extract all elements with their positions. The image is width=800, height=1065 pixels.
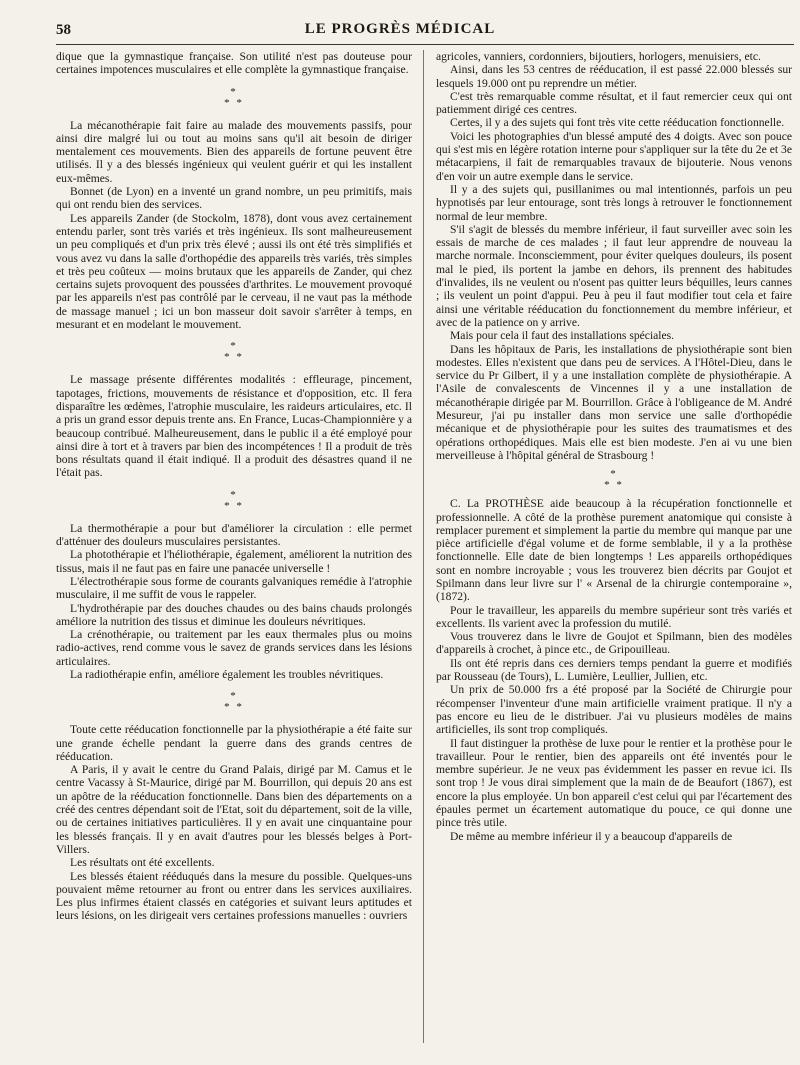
paragraph: Pour le travailleur, les appareils du membre supérieur sont très variés et excellents. Ils varient avec la profession du mutilé. [436,603,792,630]
left-column [56,50,412,923]
paragraph: C'est très remarquable comme résultat, et il faut remercier ceux qui ont patiemment dirigé ces centres. [436,89,792,117]
paragraph: Mais pour cela il faut des installations spéciales. [450,329,675,343]
paragraph: Ils ont été repris dans ces derniers temps pendant la guerre et modifiés par Rousseau (de Tours), L. Lumière, Leullier, Jullien, etc. [436,656,792,684]
section-separator: * * * [224,340,244,364]
right-column [436,50,792,843]
paragraph: agricoles, vanniers, cordonniers, bijoutiers, horlogers, menuisiers, etc. [436,50,761,63]
paragraph: La mécanothérapie fait faire au malade des mouvements passifs, pour ainsi dire malgré lui ou tout au moins sans qu'il ait besoin de diriger mentalement ces mouvements. Bien des appareils de fortune peuvent être utilisés. Il y a des blessés ingénieux qui veulent guérir et qui les installent eux-mêmes. [56,118,412,185]
paragraph: Un prix de 50.000 frs a été proposé par la Société de Chirurgie pour récompenser l'inventeur d'une main artificielle vraiment pratique. Il n'y a pas encore eu lieu de le distribuer. J'ai vu plusieurs modèles de mains artificielles, ils sont trop compliqués. [436,683,792,737]
paragraph: Il faut distinguer la prothèse de luxe pour le rentier et la prothèse pour le travailleur. Pour le rentier, bien des appareils ont été inventés pour le membre supérieur. Je ne veux pas évidemment les passer en revue ici. Ils sont trop ! Je vous dirai simplement que la main de de Beaufort (1867), est encore la plus employée. Un bon appareil c'est celui qui par l'écartement des épaules permet un écartement automatique du pouce, ce qui donne une pince très utile. [436,736,792,830]
column-rule [423,50,424,1043]
section-separator: * * * [224,85,244,109]
section-separator: * * * [224,488,244,512]
page-number: 58 [56,22,71,38]
section-separator: * * * [604,468,624,492]
running-head: LE PROGRÈS MÉDICAL [304,21,496,37]
paragraph: dique que la gymnastique française. Son utilité n'est pas douteuse pour certaines impotences musculaires et elle complète la gymnastique française. [56,50,412,77]
paragraph: Les résultats ont été excellents. [70,856,215,870]
paragraph: La radiothérapie enfin, améliore également les troubles névritiques. [70,667,384,681]
header-rule [56,44,794,45]
paragraph: Dans les hôpitaux de Paris, les installations de physiothérapie sont bien modestes. Elles n'existent que dans peu de services. A l'Hôtel-Dieu, dans le service du Pr Gilbert, il y a une installation complète de physiothérapie. A l'Asile de convalescents de Vincennes il y a une installation de mécanothérapie dirigée par M. Bourrillon. Grâce à l'obligeance de M. André Mesureur, j'ai pu installer dans mon service une salle d'orthopédie mécanique et de physiothérapie pour les suites des traumatismes et des opérations orthopédiques. Mais elle est bien modeste. J'en ai vu une bien merveilleuse à l'hôpital général de Strasbourg ! [436,342,792,462]
paragraph: Ainsi, dans les 53 centres de rééducation, il est passé 22.000 blessés sur lesquels 19.000 ont pu reprendre un métier. [436,63,792,90]
paragraph: A Paris, il y avait le centre du Grand Palais, dirigé par M. Camus et le centre Vacassy à St-Maurice, dirigé par M. Bourrillon, qui depuis 20 ans est un apôtre de la rééducation fonctionnelle. Dans bien des départements on a créé des centres dépendant soit de l'Etat, soit du département, soit de la ville, ou de certaines initiatives particulières. Il y en avait une cinquantaine pour les blessés français. Il y en avait d'autres pour les blessés belges à Port-Villers. [56,763,412,856]
paragraph: S'il s'agit de blessés du membre inférieur, il faut surveiller avec soin les essais de marche de ces malades ; il faut leur apprendre de nouveau la marche normale. Inconsciemment, pour éviter quelques douleurs, ils posent mal le pied, ils portent la jambe en dehors, ils prennent des habitudes d'invalides, ils ne veulent ou n'osent pas quitter leurs béquilles, leurs cannes ; ils veulent un point d'appui. Peu à peu il faut modifier tout cela et faire ainsi une véritable rééducation du fonctionnement du membre inférieur, et avec de la patience on y arrive. [436,222,792,329]
paragraph: Certes, il y a des sujets qui font très vite cette rééducation fonctionnelle. [450,116,785,130]
paragraph: La thermothérapie a pour but d'améliorer la circulation : elle permet d'atténuer des douleurs musculaires persistantes. [56,521,412,549]
paragraph: La crénothérapie, ou traitement par les eaux thermales plus ou moins radio-actives, rend comme vous le savez de grands services dans les lésions articulaires. [56,628,412,668]
paragraph: Toute cette rééducation fonctionnelle par la physiothérapie a été faite sur une grande échelle pendant la guerre dans des grands centres de rééducation. [56,723,412,763]
section-separator: * * * [224,690,244,714]
paragraph: L'électrothérapie sous forme de courants galvaniques remédie à l'atrophie musculaire, il me suffit de vous le rappeler. [56,574,412,602]
paragraph: Le massage présente différentes modalités : effleurage, pincement, tapotages, frictions, mouvements de résistance et d'opposition, etc. Il fera disparaître les œdèmes, l'atrophie musculaire, les raideurs articulaires, etc. Il a pris un grand essor depuis trente ans. En France, Lucas-Championnière y a beaucoup contribué. Malheureusement, dans le public il a été employé pour ainsi dire à tort et à travers par bien des incompétences ! Il a produit de très bons résultats quand il était indiqué. Il a produit des désastres quand il ne l'était pas. [56,373,412,480]
paragraph: Bonnet (de Lyon) en a inventé un grand nombre, un peu primitifs, mais qui ont rendu bien des services. [56,185,412,212]
paragraph: Les appareils Zander (de Stockolm, 1878), dont vous avez certainement entendu parler, sont très variés et très ingénieux. Ils sont malheureusement un peu compliqués et d'un prix très élevé ; aussi ils ont été très simplifiés et vous avez vu dans la salle d'orthopédie des appareils très variés, très simples et très peu coûteux — moins brutaux que les appareils de Zander, qui chez certains sujets provoquent des poussées d'arthrites. Le mouvement provoqué par les appareils n'est pas contrôlé par le cerveau, il ne vaut pas la méthode de massage manuel ; ici un bon masseur doit savoir s'arrêter à temps, en mesurant et en modelant le mouvement. [56,211,412,332]
paragraph: Vous trouverez dans le livre de Goujot et Spilmann, bien des modèles d'appareils à crochet, à pince etc., de Gripouilleau. [436,630,792,657]
paragraph: L'hydrothérapie par des douches chaudes ou des bains chauds prolongés améliore la nutrition des tissus et diminue les douleurs névritiques. [56,601,412,628]
paragraph: Voici les photographies d'un blessé amputé des 4 doigts. Avec son pouce qui s'est mis en légère rotation interne pour s'appliquer sur la tête du 2e et 3e métacarpiens, il fait de remarquables travaux de bijouterie. Nous venons d'en voir un autre exemple dans le service. [436,129,792,183]
paragraph: C. La PROTHÈSE aide beaucoup à la récupération fonctionnelle et professionnelle. A côté de la prothèse purement anatomique qui consiste à remplacer purement et simplement la partie du membre qui manque par une pièce artificielle d'égal volume et de forme semblable, il y a la prothèse fonctionnelle. Elle date de bien longtemps ! Les appareils orthopédiques sont en nombre incroyable ; vous les trouverez bien décrits par Goujot et Spilmann dans leur livre sur l' « Arsenal de la chirurgie contemporaine », (1872). [436,497,792,604]
paragraph: Les blessés étaient rééduqués dans la mesure du possible. Quelques-uns pouvaient même retourner au front ou entrer dans les services auxiliaires. Les plus infirmes étaient classés en catégories et suivant leurs aptitudes et leurs lésions, on les dirigeait vers certaines professions manuelles : ouvriers [56,869,412,923]
paragraph: Il y a des sujets qui, pusillanimes ou mal intentionnés, parfois un peu hypnotisés par leur entourage, sont très longs à retrouver le fonctionnement normal de leur membre. [436,182,792,223]
paragraph: La photothérapie et l'héliothérapie, également, améliorent la nutrition des tissus, mais il ne faut pas en faire une panacée universelle ! [56,548,412,575]
paragraph: De même au membre inférieur il y a beaucoup d'appareils de [450,829,733,843]
